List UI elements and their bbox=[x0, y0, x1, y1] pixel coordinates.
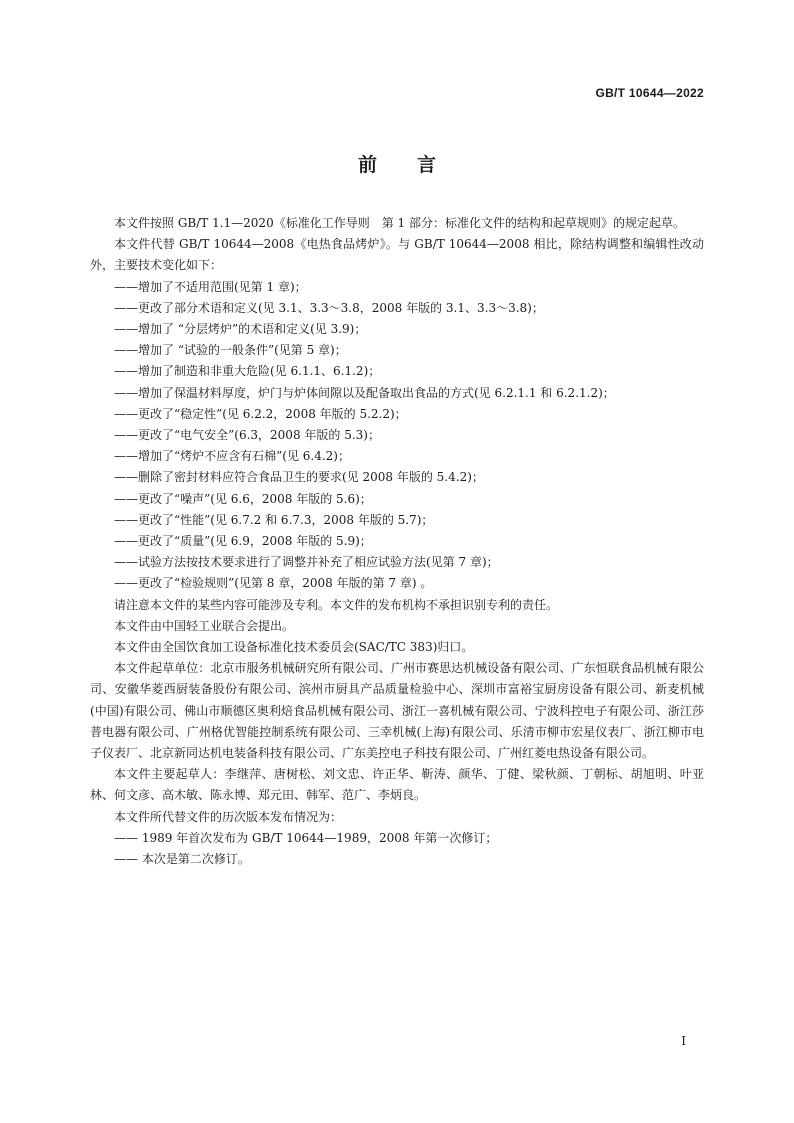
list-item: ——增加了不适用范围(见第 1 章)； bbox=[114, 279, 307, 294]
list-item: —— 1989 年首次发布为 GB/T 10644—1989，2008 年第一次修订； bbox=[114, 830, 498, 845]
list-item: —— 本次是第二次修订。 bbox=[114, 852, 250, 867]
list-item: ——更改了“噪声”(见 6.6，2008 年版的 5.6)； bbox=[114, 491, 372, 506]
technical-changes-list bbox=[90, 277, 704, 595]
paragraph-drafting-rules: 本文件按照 GB/T 1.1—2020《标准化工作导则 第 1 部分：标准化文件的结构和起草规则》的规定起草。 bbox=[114, 216, 685, 230]
paragraph-drafters: 本文件主要起草人：李继萍、唐树松、刘文忠、许正华、靳涛、颜华、丁健、梁秋颜、丁朝标、胡旭明、叶亚林、何文彦、高木敏、陈永博、郑元田、韩军、范广、李炳良。 bbox=[90, 767, 704, 803]
standard-code: GB/T 10644—2022 bbox=[595, 86, 704, 100]
list-item: ——更改了“质量”(见 6.9，2008 年版的 5.9)； bbox=[114, 534, 372, 549]
list-item: ——增加了制造和非重大危险(见 6.1.1、6.1.2)； bbox=[114, 364, 381, 379]
version-history-list bbox=[90, 828, 704, 870]
paragraph-replacement: 本文件代替 GB/T 10644—2008《电热食品烤炉》。与 GB/T 10644—2008 相比，除结构调整和编辑性改动外，主要技术变化如下： bbox=[90, 237, 704, 273]
list-item: ——更改了“检验规则”(见第 8 章，2008 年版的第 7 章) 。 bbox=[114, 576, 433, 591]
page-number: I bbox=[681, 1034, 686, 1048]
list-item: ——试验方法按技术要求进行了调整并补充了相应试验方法(见第 7 章)； bbox=[114, 555, 499, 570]
paragraph-proposed-by: 本文件由中国轻工业联合会提出。 bbox=[114, 618, 295, 633]
list-item: ——增加了“烤炉不应含有石棉”(见 6.4.2)； bbox=[114, 449, 350, 464]
list-item: ——增加了保温材料厚度，炉门与炉体间隙以及配备取出食品的方式(见 6.2.1.1 和 6.2.1.2)； bbox=[114, 385, 615, 400]
list-item: ——更改了“电气安全”(6.3，2008 年版的 5.3)； bbox=[114, 428, 380, 443]
paragraph-history-intro: 本文件所代替文件的历次版本发布情况为： bbox=[114, 809, 343, 824]
foreword-body bbox=[90, 213, 704, 870]
paragraph-patent-notice: 请注意本文件的某些内容可能涉及专利。本文件的发布机构不承担识别专利的责任。 bbox=[114, 597, 559, 612]
list-item: ——增加了 “试验的一般条件”(见第 5 章)； bbox=[114, 343, 347, 358]
list-item: ——增加了 “分层烤炉”的术语和定义(见 3.9)； bbox=[114, 322, 367, 337]
list-item: ——更改了“稳定性”(见 6.2.2，2008 年版的 5.2.2)； bbox=[114, 406, 407, 421]
paragraph-under-jurisdiction: 本文件由全国饮食加工设备标准化技术委员会(SAC/TC 383)归口。 bbox=[114, 640, 474, 655]
list-item: ——删除了密封材料应符合食品卫生的要求(见 2008 年版的 5.4.2)； bbox=[114, 470, 484, 485]
paragraph-drafting-units: 本文件起草单位：北京市服务机械研究所有限公司、广州市赛思达机械设备有限公司、广东恒联食品机械有限公司、安徽华菱西厨装备股份有限公司、滨州市厨具产品质量检验中心、深圳市富裕宝厨房设备有限公司、新麦机械(中国)有限公司、佛山市顺德区奥利焙食品机械有限公司、浙江一喜机械有限公司、宁波科控电子有限公司、浙江莎普电器有限公司、广州格优智能控制系统有限公司、三幸机械(上海)有限公司、乐清市柳市宏星仪表厂、浙江柳市电子仪表厂、北京新同达机电装备科技有限公司、广东美控电子科技有限公司、广州红菱电热设备有限公司。 bbox=[90, 661, 704, 761]
list-item: ——更改了“性能”(见 6.7.2 和 6.7.3，2008 年版的 5.7)； bbox=[114, 512, 434, 527]
page-title: 前言 bbox=[357, 154, 476, 176]
list-item: ——更改了部分术语和定义(见 3.1、3.3～3.8，2008 年版的 3.1、3.3～3.8)； bbox=[114, 300, 544, 315]
